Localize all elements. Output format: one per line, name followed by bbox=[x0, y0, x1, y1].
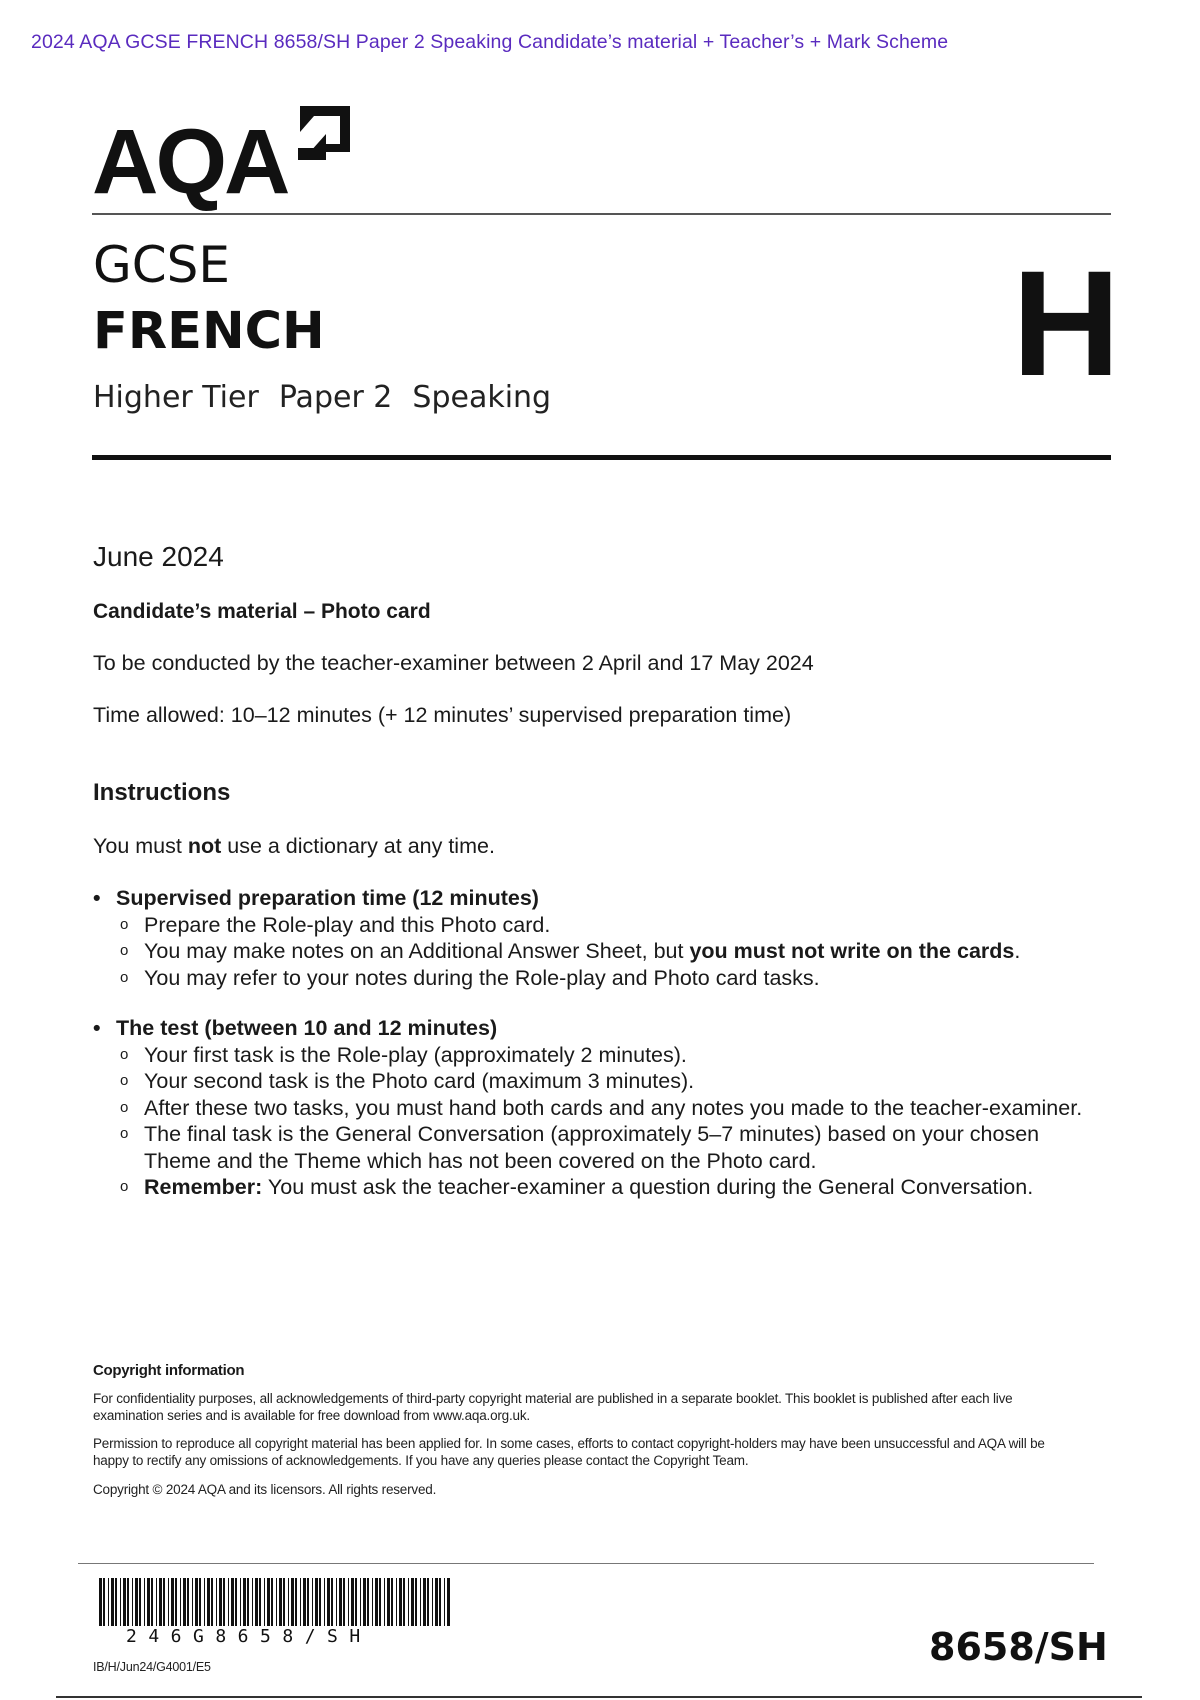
circle-bullet-icon: o bbox=[120, 915, 129, 933]
header-divider bbox=[92, 213, 1111, 215]
exam-date: June 2024 bbox=[93, 541, 224, 572]
list-item-text: Your first task is the Role-play (approximately 2 minutes). bbox=[144, 1042, 687, 1067]
list-item-text: You must ask the teacher-examiner a question during the General Conversation. bbox=[262, 1175, 1034, 1199]
circle-bullet-icon: o bbox=[120, 1045, 129, 1063]
circle-bullet-icon: o bbox=[120, 1072, 129, 1089]
paper-label: Paper 2 bbox=[278, 380, 393, 415]
list-item bbox=[93, 938, 1093, 965]
circle-bullet-icon: o bbox=[120, 968, 129, 986]
list-item-emphasis: you must not write on the cards bbox=[689, 939, 1015, 963]
conduct-window: To be conducted by the teacher-examiner between 2 April and 17 May 2024 bbox=[93, 651, 814, 675]
list-item bbox=[93, 1042, 1093, 1069]
circle-bullet-icon: o bbox=[120, 1125, 129, 1142]
intro-emphasis: not bbox=[187, 834, 222, 858]
footer-divider bbox=[78, 1563, 1094, 1564]
copyright-paragraph: Permission to reproduce all copyright material has been applied for. In some cases, efforts to contact copyright-holders may have been unsuccessful and AQA will be happy to rectify any omissions of acknowledgements. If you have any queries please contact the Copyright Team. bbox=[93, 1436, 1045, 1468]
list-item-text: Prepare the Role-play and this Photo card. bbox=[144, 912, 551, 937]
circle-bullet-icon: o bbox=[120, 942, 129, 959]
list-item bbox=[93, 912, 1093, 939]
copyright-notice: Copyright © 2024 AQA and its licensors. All rights reserved. bbox=[93, 1482, 437, 1497]
logo-text: AQA bbox=[92, 111, 288, 213]
list-item bbox=[93, 1095, 1093, 1122]
instructions-intro bbox=[93, 834, 495, 859]
time-allowed: Time allowed: 10–12 minutes (+ 12 minutes’ supervised preparation time) bbox=[93, 703, 792, 727]
list-item-text: The final task is the General Conversation (approximately 5–7 minutes) based on your chosen Theme and the Theme which has not been covered on the Photo card. bbox=[144, 1122, 1040, 1173]
list-item-text: You may refer to your notes during the Role-play and Photo card tasks. bbox=[144, 965, 820, 990]
section-heading: • Supervised preparation time (12 minutes) bbox=[93, 885, 1093, 912]
list-item-text: You may make notes on an Additional Answer Sheet, but bbox=[144, 939, 690, 963]
list-item bbox=[93, 965, 1093, 992]
material-title: Candidate’s material – Photo card bbox=[93, 600, 431, 623]
intro-text: You must bbox=[93, 834, 188, 858]
copyright-paragraph: For confidentiality purposes, all acknowledgements of third-party copyright material are published in a separate booklet. This booklet is published after each live examination series and is available for free download from www.aqa.org.uk. bbox=[93, 1391, 1013, 1423]
title-divider bbox=[92, 455, 1111, 460]
circle-bullet-icon: o bbox=[120, 1098, 129, 1116]
document-title-link[interactable]: 2024 AQA GCSE FRENCH 8658/SH Paper 2 Speaking Candidate’s material + Teacher’s + Mark Scheme bbox=[31, 31, 949, 53]
list-item bbox=[93, 1174, 1093, 1201]
list-item-text: Your second task is the Photo card (maximum 3 minutes). bbox=[144, 1069, 695, 1093]
paper-code: 8658/SH bbox=[929, 1625, 1108, 1669]
document-reference: IB/H/Jun24/G4001/E5 bbox=[93, 1660, 211, 1674]
list-item-text: After these two tasks, you must hand both cards and any notes you made to the teacher-examiner. bbox=[144, 1095, 1083, 1120]
barcode-text: 246G8658/SH bbox=[126, 1626, 372, 1647]
component-label: Speaking bbox=[412, 380, 552, 415]
list-item bbox=[93, 1121, 1093, 1174]
list-item-text-end: . bbox=[1014, 939, 1021, 963]
list-item bbox=[93, 1068, 1093, 1095]
aqa-logo-mark-icon bbox=[296, 104, 352, 162]
tier-letter: H bbox=[1012, 239, 1121, 407]
paper-description bbox=[93, 380, 571, 415]
barcode-icon bbox=[99, 1578, 455, 1626]
test-section bbox=[93, 1015, 1093, 1201]
subject-title: FRENCH bbox=[93, 302, 325, 361]
circle-bullet-icon: o bbox=[120, 1178, 129, 1195]
section-heading: • The test (between 10 and 12 minutes) bbox=[93, 1015, 1093, 1042]
instructions-heading: Instructions bbox=[93, 779, 231, 806]
intro-text-end: use a dictionary at any time. bbox=[221, 834, 495, 858]
preparation-section bbox=[93, 885, 1093, 991]
tier-label: Higher Tier bbox=[93, 380, 259, 415]
list-item-emphasis: Remember: bbox=[144, 1175, 263, 1199]
page-bottom-rule bbox=[56, 1696, 1142, 1698]
qualification-title: GCSE bbox=[93, 236, 230, 294]
copyright-heading: Copyright information bbox=[93, 1362, 245, 1379]
